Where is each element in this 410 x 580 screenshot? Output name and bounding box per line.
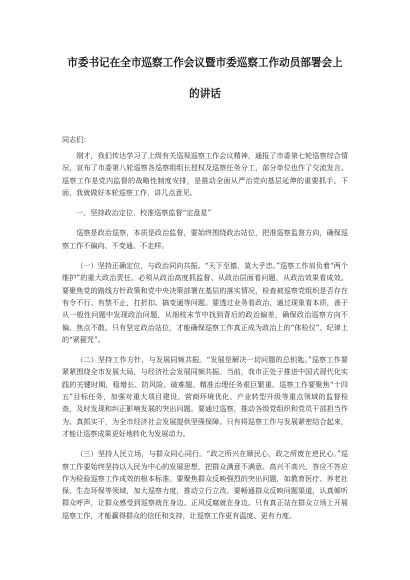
intro-paragraph: 刚才，我们传达学习了上级有关巡视巡察工作会议精神，通报了市委第七轮巡察综合情况，宣布了市委第八轮巡察各巡察组组长授权及巡察任务分工，部分单位也作了交流发言。巡察工作是党内监督的战略性制度安排，是推动全面从严治党向基层延伸的重要抓手。下面，我就做好本轮巡察工作，讲几点意见。 (62, 151, 348, 197)
section-heading-1: 一、坚持政治定位，校准巡察监督“定盘星” (76, 208, 212, 218)
document-title: 市委书记在全市巡察工作会议暨市委巡察工作动员部署会上的讲话 (67, 57, 343, 100)
point-1-paragraph: （一）坚持正确定位，与政治同向共振。“天下至德，莫大乎忠。”巡察工作肩负着“两个维护”的重大政治责任。必须从政治高度抓监督、从政治层面看问题，从政治效果看成效。要聚焦党的路线方针政策和党中央决策部署在基层的落实情况，检查被巡察党组织是否存在有令不行、有禁不止，打折扣、搞变通等问题。要透过业务看政治，通过现象看本质，善于从一般性问题中发现政治问题，从细枝末节中找到背后的政治偏差，确保政治巡察方向不偏、焦点不散。只有坚定政治站位，才能确保巡察工作真正成为政治上的“体检仪”、纪律上的“紧箍咒”。 (62, 261, 348, 344)
point-2-paragraph: （二）坚持工作方针，与发展同频共振。“发展是解决一切问题的总钥匙。”巡察工作要紧紧围绕全市发展大局，与经济社会发展同频共振。当前，我市正处于推进中国式现代化实践的关键时期，稳增长、防风险、破难题、精准治理任务艰巨繁重。巡察工作要聚焦“十四五”目标任务，加强对重大项目建设、营商环境优化、产业转型升级等重点领域的监督检查，及时发现和纠正影响发展的突出问题。要通过巡察，推动各级党组织和党员干部担当作为、真抓实干，为全市经济社会发展提供坚强保障。只有将巡察工作与发展紧密结合起来，才能让巡察成果更好地转化为发展动力。 (62, 355, 348, 438)
point-3-paragraph: （三）坚持人民立场，与群众同心同行。“政之所兴在顺民心，政之所废在逆民心。”巡察工作要始终坚持以人民为中心的发展思想，把群众满意不满意、高兴不高兴、答应不答应作为检验巡察工作成效的根本标准。要聚焦群众反映强烈的突出问题，如教育医疗、养老社保、生态环保等领域，加大巡察力度，推动立行立改。要畅通群众反映问题渠道，认真倾听群众呼声，让群众感受到巡察就在身边、正风反腐就在身边。只有真正站在群众立场上开展巡察工作，才能赢得群众的信任和支持，让巡察工作更有温度、更有力度。 (62, 449, 348, 520)
section-1-paragraph: 巡察是政治巡察，本质是政治监督，要始终围绕政治站位，把准巡察监督方向，确保巡察工作不偏向、不变通、不走样。 (62, 228, 348, 250)
greeting: 同志们： (62, 135, 91, 144)
